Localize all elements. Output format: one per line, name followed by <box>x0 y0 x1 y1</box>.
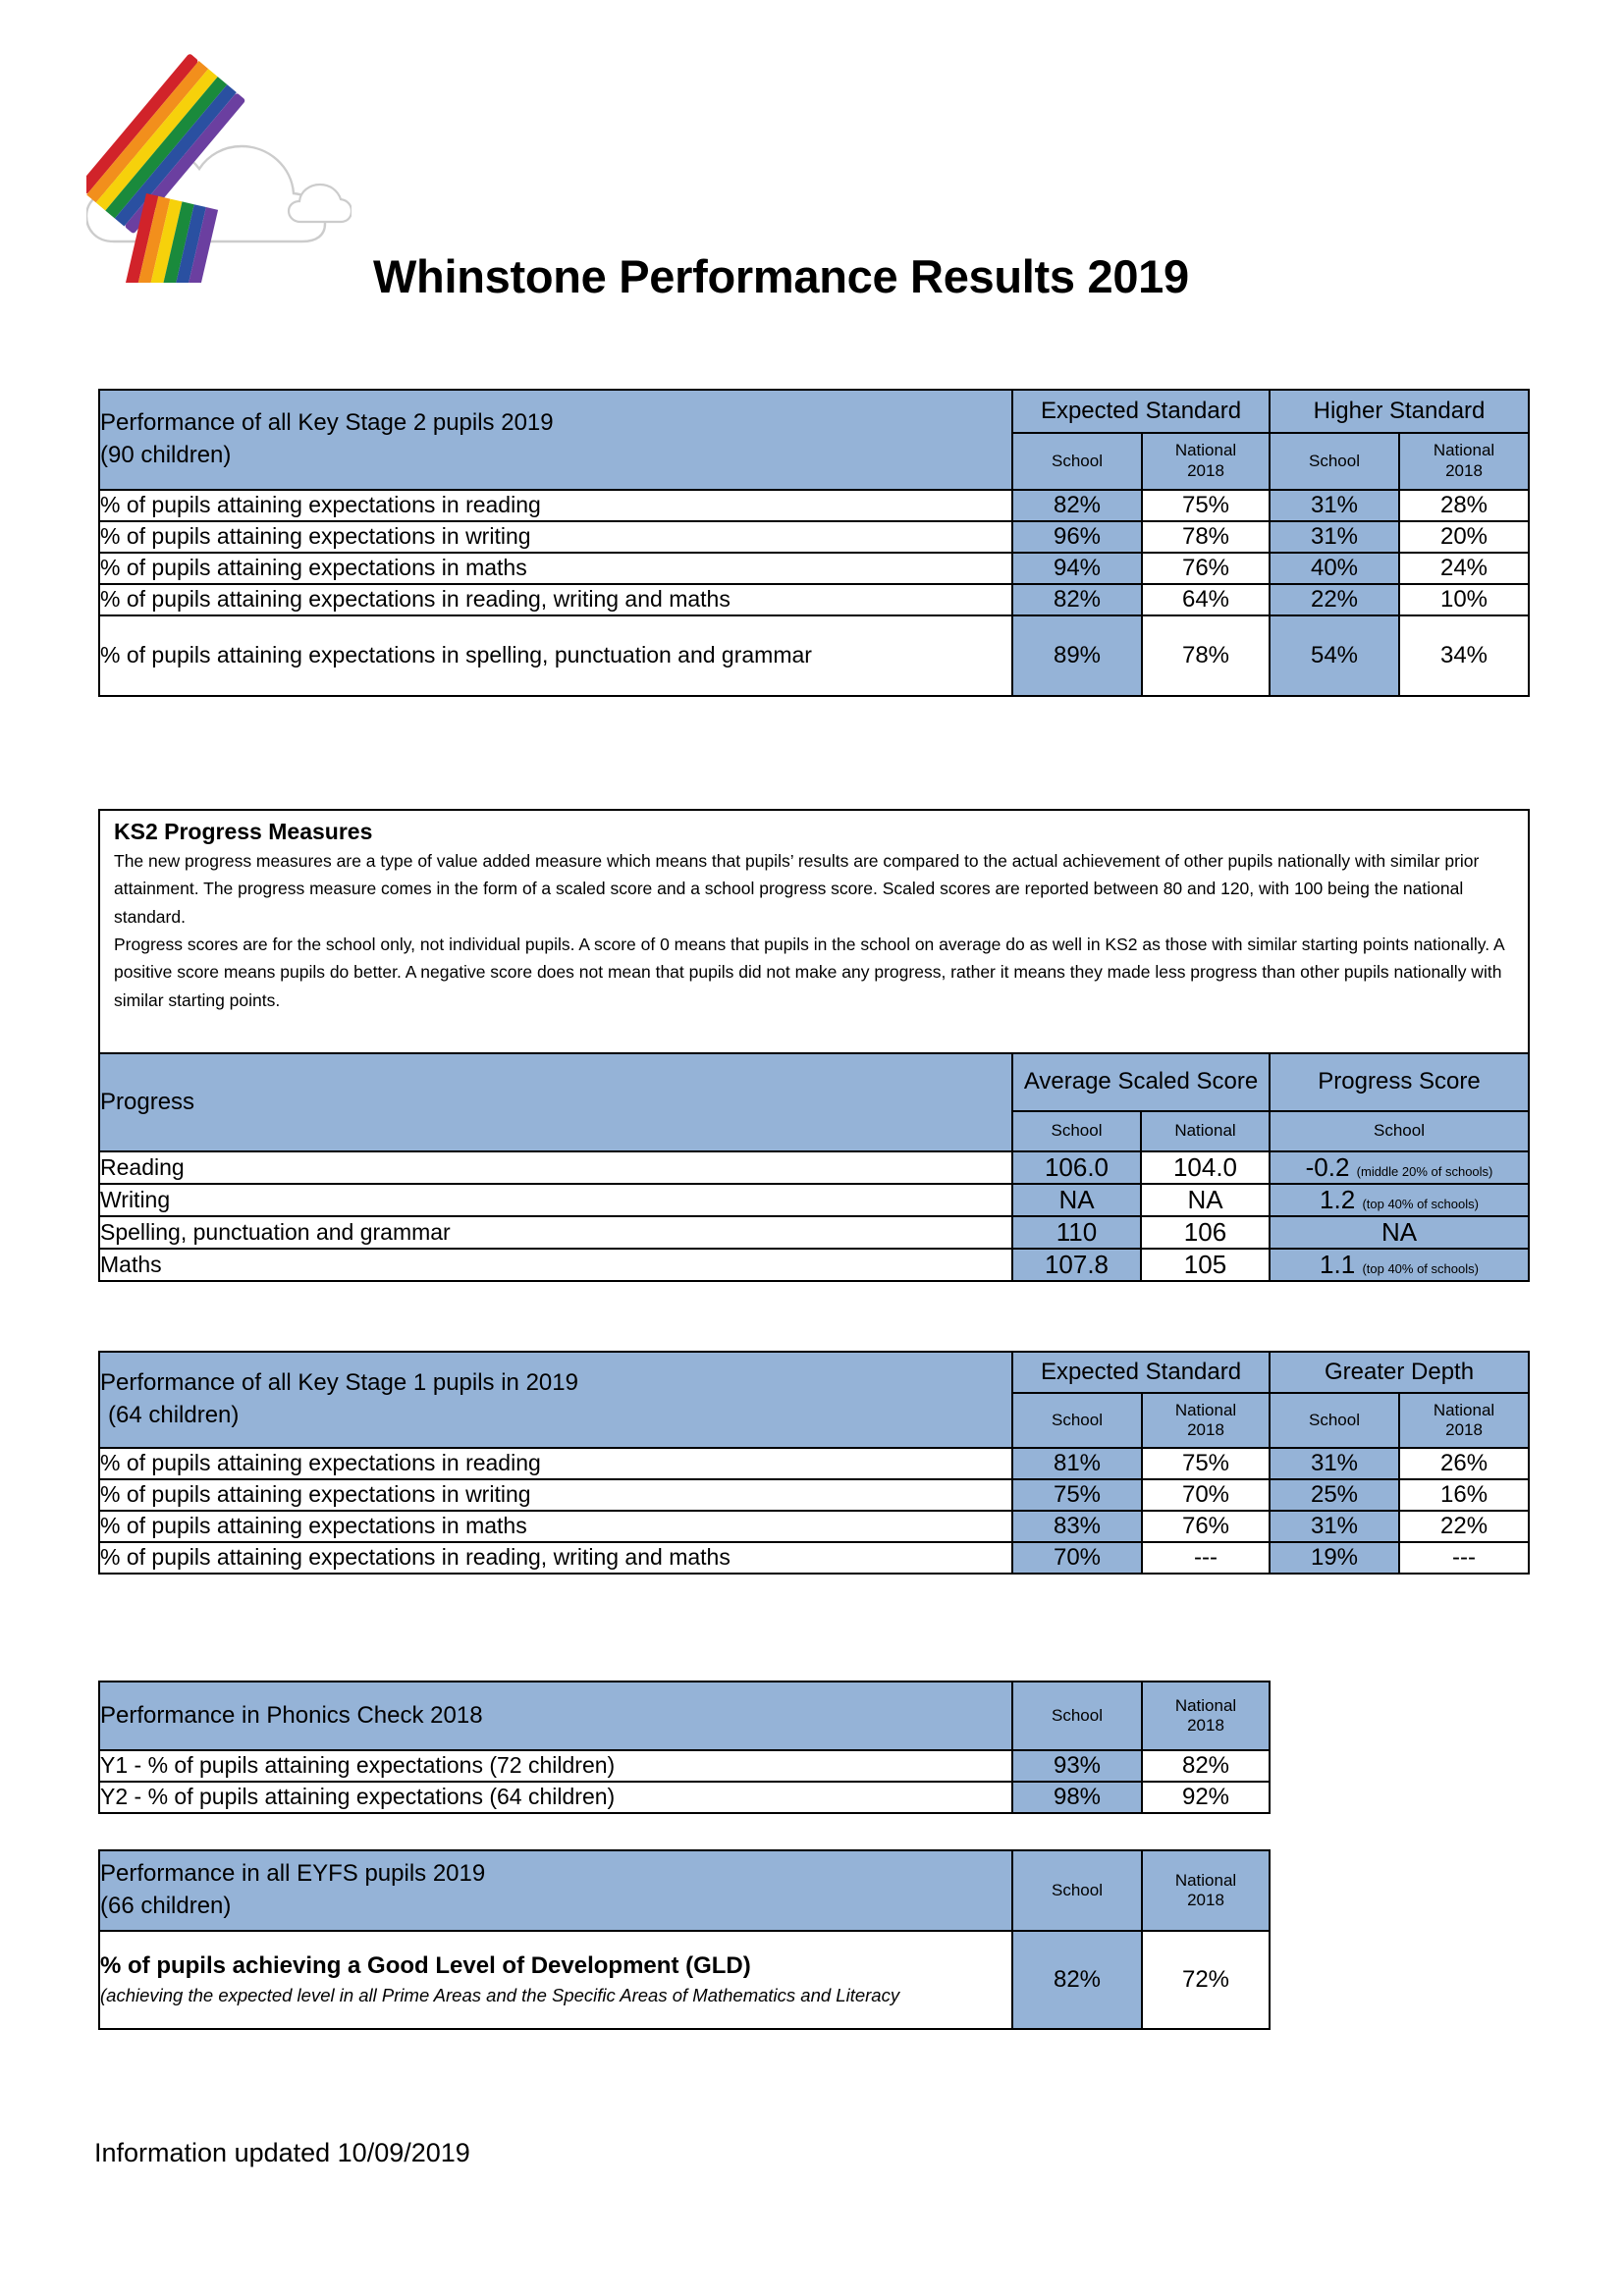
cell-high-school: 31% <box>1270 490 1399 521</box>
row-label: % of pupils attaining expectations in reading, writing and maths <box>99 1542 1012 1574</box>
ks2-group-expected: Expected Standard <box>1012 390 1270 433</box>
label-text: School <box>1052 1880 1103 1899</box>
cell-exp-school: 89% <box>1012 615 1142 696</box>
cell-exp-national: --- <box>1142 1542 1270 1574</box>
cell-scaled-national: 104.0 <box>1141 1151 1270 1184</box>
progress-group-avg-scaled: Average Scaled Score <box>1012 1053 1270 1111</box>
phonics-subhdr-school <box>1012 1682 1142 1750</box>
progress-score-note: (top 40% of schools) <box>1362 1261 1479 1276</box>
row-label: Writing <box>99 1184 1012 1216</box>
cell-depth-national: 16% <box>1399 1479 1529 1511</box>
label-text: National <box>1433 441 1495 460</box>
row-label: % of pupils attaining expectations in reading <box>99 1448 1012 1479</box>
cell-depth-school: 25% <box>1270 1479 1399 1511</box>
cell-depth-national: --- <box>1399 1542 1529 1574</box>
row-label <box>99 1931 1012 2029</box>
cell-scaled-school: 106.0 <box>1012 1151 1141 1184</box>
label-year: 2018 <box>1187 1419 1224 1439</box>
eyfs-heading: Performance in all EYFS pupils 2019 <box>100 1860 486 1888</box>
ks2-results-table <box>98 389 1530 697</box>
cell-exp-school: 70% <box>1012 1542 1142 1574</box>
ks1-heading: Performance of all Key Stage 1 pupils in 2019 <box>100 1369 578 1397</box>
table-row <box>99 521 1529 553</box>
cell-exp-school: 94% <box>1012 553 1142 584</box>
row-label: % of pupils attaining expectations in maths <box>99 553 1012 584</box>
cell-scaled-school: 110 <box>1012 1216 1141 1249</box>
table-row <box>99 1448 1529 1479</box>
ks2-progress-table <box>98 1052 1530 1282</box>
label-text: School <box>1052 1410 1103 1429</box>
table-row <box>99 490 1529 521</box>
cell-exp-national: 64% <box>1142 584 1270 615</box>
row-label: % of pupils attaining expectations in reading, writing and maths <box>99 584 1012 615</box>
table-row <box>99 1750 1270 1782</box>
cell-exp-national: 76% <box>1142 1511 1270 1542</box>
eyfs-header-row <box>99 1850 1270 1931</box>
cell-depth-school: 19% <box>1270 1542 1399 1574</box>
phonics-results-table <box>98 1681 1271 1814</box>
cell-exp-school: 82% <box>1012 490 1142 521</box>
progress-subhdr-school: School <box>1012 1111 1141 1151</box>
eyfs-results-table <box>98 1849 1271 2030</box>
row-label: % of pupils attaining expectations in maths <box>99 1511 1012 1542</box>
table-row <box>99 1511 1529 1542</box>
cell-depth-school: 31% <box>1270 1448 1399 1479</box>
ks1-header-row-1 <box>99 1352 1529 1393</box>
eyfs-gld-label: % of pupils achieving a Good Level of Development (GLD) <box>100 1951 751 1979</box>
row-label: % of pupils attaining expectations in writing <box>99 521 1012 553</box>
cell-high-school: 31% <box>1270 521 1399 553</box>
cell-exp-national: 76% <box>1142 553 1270 584</box>
cell-depth-national: 26% <box>1399 1448 1529 1479</box>
label-text: National <box>1174 1870 1237 1890</box>
eyfs-gld-note: (achieving the expected level in all Prime Areas and the Specific Areas of Mathematics and Literacy <box>100 1984 900 2005</box>
phonics-header-row <box>99 1682 1270 1750</box>
row-label: % of pupils attaining expectations in writing <box>99 1479 1012 1511</box>
ks1-subhdr-exp-school <box>1012 1393 1142 1448</box>
progress-subhdr-national: National <box>1141 1111 1270 1151</box>
progress-group-progress-score: Progress Score <box>1270 1053 1529 1111</box>
cell-depth-national: 22% <box>1399 1511 1529 1542</box>
progress-subhdr-score-school: School <box>1270 1111 1529 1151</box>
cell-progress-score <box>1270 1249 1529 1281</box>
eyfs-subhdr-national <box>1142 1850 1270 1931</box>
document-header <box>0 0 1624 353</box>
label-text: National <box>1433 1400 1495 1419</box>
label-text: National <box>1174 1695 1237 1715</box>
cell-exp-school: 82% <box>1012 584 1142 615</box>
progress-info-heading: KS2 Progress Measures <box>114 819 373 844</box>
row-label: % of pupils attaining expectations in reading <box>99 490 1012 521</box>
row-label: Y1 - % of pupils attaining expectations (72 children) <box>99 1750 1012 1782</box>
cell-national: 72% <box>1142 1931 1270 2029</box>
cell-progress-score <box>1270 1151 1529 1184</box>
ks2-heading: Performance of all Key Stage 2 pupils 2019 <box>100 409 554 437</box>
label-text: National <box>1174 1400 1237 1419</box>
cell-exp-school: 75% <box>1012 1479 1142 1511</box>
progress-header-row-1 <box>99 1053 1529 1111</box>
label-text: School <box>1052 1705 1103 1725</box>
label-year: 2018 <box>1187 1716 1224 1735</box>
ks1-subhdr-depth-national <box>1399 1393 1529 1448</box>
cell-school: 98% <box>1012 1782 1142 1813</box>
label-text: School <box>1309 1410 1360 1429</box>
cell-national: 92% <box>1142 1782 1270 1813</box>
table-row <box>99 584 1529 615</box>
cell-scaled-school: NA <box>1012 1184 1141 1216</box>
footer-updated-text: Information updated 10/09/2019 <box>94 2138 470 2167</box>
progress-score-note: (middle 20% of schools) <box>1356 1164 1493 1179</box>
table-row <box>99 1249 1529 1281</box>
table-row <box>99 553 1529 584</box>
progress-score-value: 1.1 <box>1320 1250 1356 1279</box>
cell-progress-score <box>1270 1184 1529 1216</box>
page-title: Whinstone Performance Results 2019 <box>373 250 1189 302</box>
progress-score-value: -0.2 <box>1305 1152 1350 1182</box>
label-year: 2018 <box>1445 1419 1483 1439</box>
table-row <box>99 1542 1529 1574</box>
table-row <box>99 1151 1529 1184</box>
progress-heading-cell <box>99 1053 1012 1151</box>
row-label: Y2 - % of pupils attaining expectations (64 children) <box>99 1782 1012 1813</box>
ks2-subhdr-high-school <box>1270 433 1399 490</box>
label-year: 2018 <box>1187 1891 1224 1909</box>
cell-school: 93% <box>1012 1750 1142 1782</box>
cell-scaled-national: 106 <box>1141 1216 1270 1249</box>
phonics-heading: Performance in Phonics Check 2018 <box>100 1701 483 1729</box>
row-label: Reading <box>99 1151 1012 1184</box>
table-row <box>99 1782 1270 1813</box>
table-row <box>99 615 1529 696</box>
ks2-subheading: (90 children) <box>100 442 232 468</box>
ks2-subhdr-exp-school <box>1012 433 1142 490</box>
label-text: School <box>1052 451 1103 470</box>
cell-high-national: 28% <box>1399 490 1529 521</box>
ks1-subheading: (64 children) <box>108 1402 240 1428</box>
ks2-subhdr-exp-national <box>1142 433 1270 490</box>
table-row <box>99 1479 1529 1511</box>
progress-score-note: (top 40% of schools) <box>1362 1197 1479 1211</box>
row-label: Maths <box>99 1249 1012 1281</box>
cell-scaled-national: NA <box>1141 1184 1270 1216</box>
label-year: 2018 <box>1445 460 1483 480</box>
label-text: National <box>1174 441 1237 460</box>
phonics-heading-cell <box>99 1682 1012 1750</box>
table-row <box>99 1184 1529 1216</box>
row-label: Spelling, punctuation and grammar <box>99 1216 1012 1249</box>
progress-score-value: 1.2 <box>1320 1185 1356 1214</box>
cell-scaled-national: 105 <box>1141 1249 1270 1281</box>
label-year: 2018 <box>1187 460 1224 480</box>
cell-high-national: 34% <box>1399 615 1529 696</box>
row-label: % of pupils attaining expectations in spelling, punctuation and grammar <box>99 615 1012 696</box>
progress-info-paragraph-1: The new progress measures are a type of value added measure which means that pupils’ results are compared to the actual achievement of other pupils nationally with similar prior attainment. The progress measure comes in the form of a scaled score and a school progress score. Scaled scores are reported between 80 and 120, with 100 being the national standard. <box>114 851 1480 927</box>
small-cloud-shape <box>289 185 352 222</box>
ks2-progress-info-box <box>98 809 1530 1052</box>
cell-high-school: 22% <box>1270 584 1399 615</box>
ks1-results-table <box>98 1351 1530 1575</box>
cell-high-national: 24% <box>1399 553 1529 584</box>
phonics-subhdr-national <box>1142 1682 1270 1750</box>
cell-progress-score <box>1270 1216 1529 1249</box>
cell-exp-national: 78% <box>1142 521 1270 553</box>
cell-exp-school: 96% <box>1012 521 1142 553</box>
ks2-heading-cell <box>99 390 1012 490</box>
table-row <box>99 1931 1270 2029</box>
cell-high-national: 20% <box>1399 521 1529 553</box>
progress-score-value: NA <box>1380 1217 1418 1247</box>
ks2-header-row-1 <box>99 390 1529 433</box>
rainbow-cloud-logo <box>86 47 352 283</box>
eyfs-heading-cell <box>99 1850 1012 1931</box>
cell-exp-national: 75% <box>1142 490 1270 521</box>
label-text: School <box>1309 451 1360 470</box>
cell-school: 82% <box>1012 1931 1142 2029</box>
cell-high-school: 40% <box>1270 553 1399 584</box>
cell-exp-school: 83% <box>1012 1511 1142 1542</box>
progress-heading: Progress <box>100 1088 195 1115</box>
eyfs-subhdr-school <box>1012 1850 1142 1931</box>
ks2-subhdr-high-national <box>1399 433 1529 490</box>
cell-exp-school: 81% <box>1012 1448 1142 1479</box>
cell-exp-national: 70% <box>1142 1479 1270 1511</box>
ks1-heading-cell <box>99 1352 1012 1448</box>
ks1-group-expected: Expected Standard <box>1012 1352 1270 1393</box>
ks1-subhdr-exp-national <box>1142 1393 1270 1448</box>
table-row <box>99 1216 1529 1249</box>
ks1-subhdr-depth-school <box>1270 1393 1399 1448</box>
cell-scaled-school: 107.8 <box>1012 1249 1141 1281</box>
ks1-group-greater-depth: Greater Depth <box>1270 1352 1529 1393</box>
cell-high-school: 54% <box>1270 615 1399 696</box>
cell-exp-national: 78% <box>1142 615 1270 696</box>
cell-exp-national: 75% <box>1142 1448 1270 1479</box>
progress-info-paragraph-2: Progress scores are for the school only, not individual pupils. A score of 0 means that pupils in the school on average do as well in KS2 as those with similar starting points nationally. A positive score means pupils do better. A negative score does not mean that pupils did not make any progress, rather it means they made less progress than other pupils nationally with similar starting points. <box>114 934 1504 1010</box>
ks2-group-higher: Higher Standard <box>1270 390 1529 433</box>
cell-high-national: 10% <box>1399 584 1529 615</box>
cell-national: 82% <box>1142 1750 1270 1782</box>
cell-depth-school: 31% <box>1270 1511 1399 1542</box>
eyfs-subheading: (66 children) <box>100 1893 232 1919</box>
